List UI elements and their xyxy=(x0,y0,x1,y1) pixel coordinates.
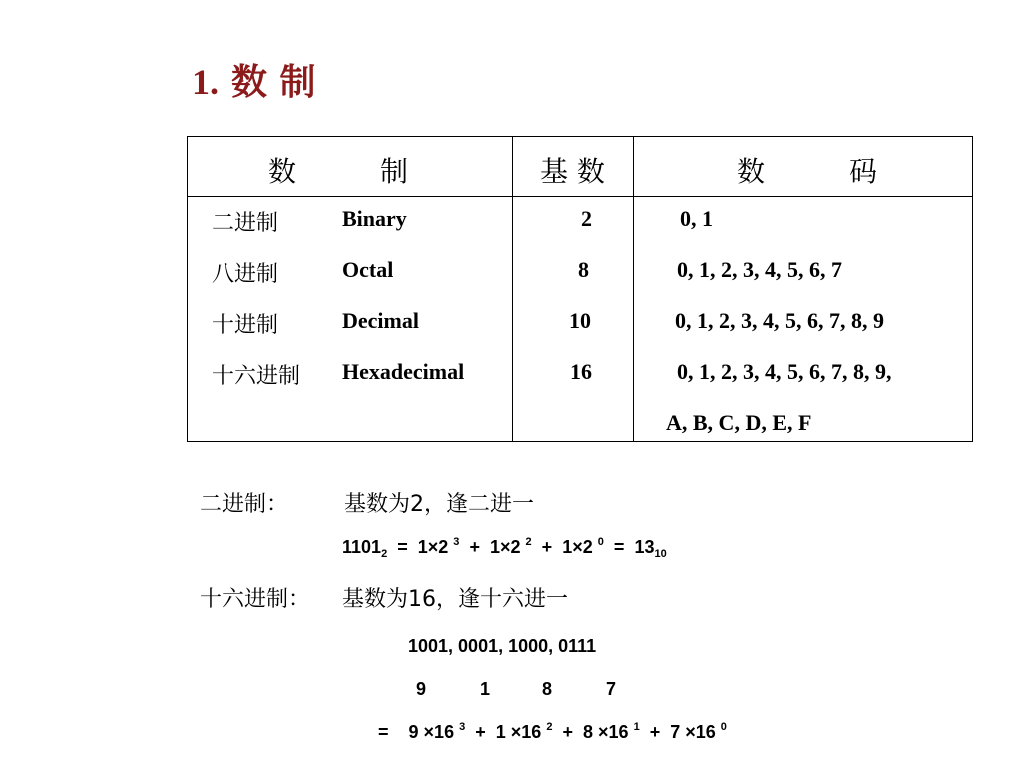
binary-exponent: 2 xyxy=(525,536,532,548)
hex-exponent: 2 xyxy=(546,721,553,733)
hex-digit: 1 xyxy=(480,679,491,699)
hex-term: 1 ×16 xyxy=(495,722,542,742)
row-en-label: Binary xyxy=(342,206,407,231)
binary-term: 1×2 xyxy=(489,537,521,557)
hex-label: 十六进制： xyxy=(200,587,311,612)
row-base: 16 xyxy=(570,359,592,384)
hex-rule: 基数为16，逢十六进一 xyxy=(342,587,568,612)
hex-term: 8 ×16 xyxy=(583,722,629,742)
row-cn-label: 二进制 xyxy=(212,211,279,236)
hex-exponent: 1 xyxy=(633,721,640,733)
binary-lhs: 1101 xyxy=(342,537,382,557)
row-base: 10 xyxy=(569,308,591,333)
hex-expansion xyxy=(378,721,727,743)
title-number: 1. xyxy=(192,62,219,102)
row-digits: 0, 1 xyxy=(680,206,713,231)
header-system: 数 制 xyxy=(268,155,409,188)
plus-sign: + xyxy=(649,722,661,742)
row-base: 8 xyxy=(578,257,589,282)
row-en-label: Octal xyxy=(342,257,394,282)
slide-title xyxy=(192,54,316,105)
row-digits: 0, 1, 2, 3, 4, 5, 6, 7, 8, 9 xyxy=(675,308,884,333)
binary-formula xyxy=(342,536,667,560)
binary-result: 13 xyxy=(634,537,655,557)
hex-term: 7 ×16 xyxy=(670,722,716,742)
equals-sign: = xyxy=(397,537,408,557)
row-digits: 0, 1, 2, 3, 4, 5, 6, 7, 8, 9, xyxy=(677,359,892,384)
column-divider xyxy=(633,137,634,441)
column-divider xyxy=(512,137,513,441)
binary-exponent: 3 xyxy=(453,536,460,548)
plus-sign: + xyxy=(469,537,480,557)
binary-label: 二进制： xyxy=(200,492,289,517)
title-text: 数 制 xyxy=(231,62,316,103)
hex-exponent: 0 xyxy=(720,721,727,733)
row-cn-label: 十进制 xyxy=(212,313,279,338)
header-base: 基 数 xyxy=(540,155,605,188)
hex-digit: 9 xyxy=(416,679,427,699)
binary-rule: 基数为2，逢二进一 xyxy=(344,492,534,517)
row-digits: 0, 1, 2, 3, 4, 5, 6, 7 xyxy=(677,257,842,282)
row-base: 2 xyxy=(581,206,592,231)
binary-lhs-base: 2 xyxy=(381,548,388,560)
binary-term: 1×2 xyxy=(562,537,593,557)
hex-binary-groups: 1001, 0001, 1000, 0111 xyxy=(408,636,597,656)
binary-result-base: 10 xyxy=(654,548,667,560)
hex-term: 9 ×16 xyxy=(408,722,455,742)
row-digits-continued: A, B, C, D, E, F xyxy=(666,410,812,435)
equals-sign: = xyxy=(378,722,389,742)
hex-digit: 7 xyxy=(606,679,617,699)
header-divider xyxy=(188,196,972,197)
binary-exponent: 0 xyxy=(597,536,604,548)
row-cn-label: 八进制 xyxy=(212,262,279,287)
plus-sign: + xyxy=(475,722,486,742)
header-digits: 数 码 xyxy=(737,155,878,188)
row-en-label: Hexadecimal xyxy=(342,359,465,384)
row-cn-label: 十六进制 xyxy=(212,364,301,389)
equals-sign: = xyxy=(613,537,625,557)
row-en-label: Decimal xyxy=(342,308,419,333)
hex-digit: 8 xyxy=(542,679,553,699)
hex-exponent: 3 xyxy=(459,721,466,733)
plus-sign: + xyxy=(541,537,553,557)
plus-sign: + xyxy=(562,722,573,742)
binary-term: 1×2 xyxy=(417,537,449,557)
